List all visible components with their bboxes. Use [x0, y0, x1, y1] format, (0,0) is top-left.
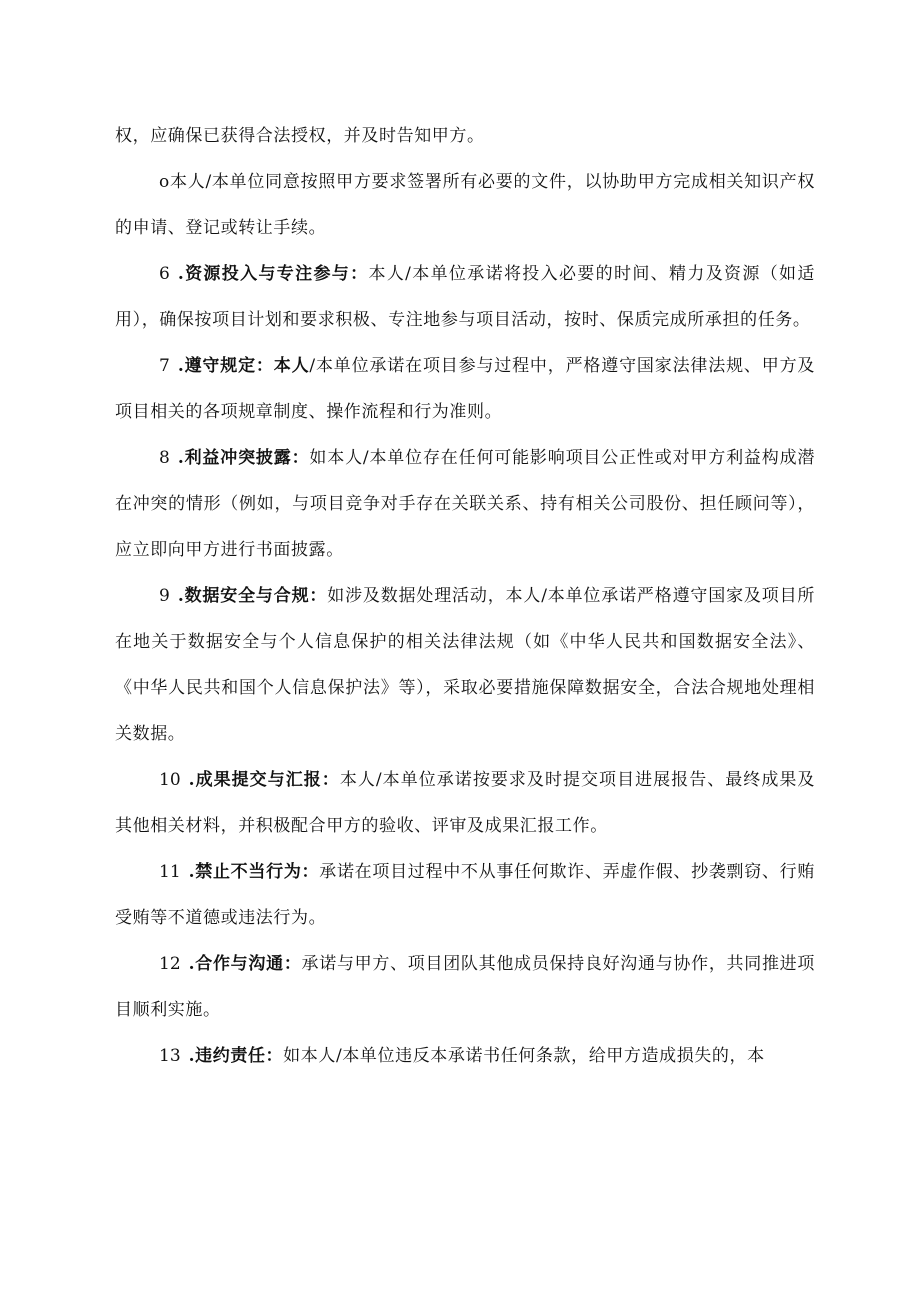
clause-number: 11 — [159, 862, 181, 882]
clause-7 — [115, 343, 815, 435]
clause-title: .资源投入与专注参与： — [177, 264, 369, 284]
paragraph-continuation — [115, 113, 815, 159]
clause-number: 13 — [159, 1046, 181, 1066]
clause-title: .数据安全与合规： — [177, 586, 328, 606]
clause-text: 如涉及数据处理活动，本人/本单位承诺严格遵守国家及项目所在地关于数据安全与个人信息保护的相关法律法规（如《中华人民共和国数据安全法》、《中华人民共和国个人信息保护法》等），采取必要措施保障数据安全，合法合规地处理相关数据。 — [115, 586, 815, 744]
document-body — [115, 113, 815, 1079]
clause-title: .合作与沟通： — [188, 954, 302, 974]
clause-number: 7 — [159, 356, 170, 376]
clause-text: /本单位承诺在项目参与过程中，严格遵守国家法律法规、甲方及项目相关的各项规章制度、操作流程和行为准则。 — [115, 356, 815, 422]
clause-title: .利益冲突披露： — [177, 448, 310, 468]
clause-number: 6 — [159, 264, 170, 284]
paragraph-text: o本人/本单位同意按照甲方要求签署所有必要的文件，以协助甲方完成相关知识产权的申请、登记或转让手续。 — [115, 172, 815, 238]
clause-9 — [115, 573, 815, 757]
clause-text: 本人/本单位承诺按要求及时提交项目进展报告、最终成果及其他相关材料，并积极配合甲方的验收、评审及成果汇报工作。 — [115, 770, 815, 836]
clause-number: 8 — [159, 448, 170, 468]
clause-number: 10 — [159, 770, 181, 790]
clause-title: .违约责任： — [188, 1046, 284, 1066]
clause-13 — [115, 1033, 815, 1079]
clause-6 — [115, 251, 815, 343]
clause-title: .成果提交与汇报： — [188, 770, 340, 790]
clause-text: 本人/本单位承诺将投入必要的时间、精力及资源（如适用），确保按项目计划和要求积极、专注地参与项目活动，按时、保质完成所承担的任务。 — [115, 264, 815, 330]
clause-11 — [115, 849, 815, 941]
clause-text: 如本人/本单位违反本承诺书任何条款，给甲方造成损失的，本 — [283, 1046, 765, 1066]
clause-number: 12 — [159, 954, 181, 974]
clause-text: 如本人/本单位存在任何可能影响项目公正性或对甲方利益构成潜在冲突的情形（例如，与项目竞争对手存在关联关系、持有相关公司股份、担任顾问等），应立即向甲方进行书面披露。 — [115, 448, 815, 560]
clause-text: 承诺在项目过程中不从事任何欺诈、弄虚作假、抄袭剽窃、行贿受贿等不道德或违法行为。 — [115, 862, 815, 928]
clause-title: .遵守规定：本人 — [177, 356, 310, 376]
clause-8 — [115, 435, 815, 573]
paragraph-ip-documents — [115, 159, 815, 251]
paragraph-text: 权，应确保已获得合法授权，并及时告知甲方。 — [115, 126, 485, 146]
clause-number: 9 — [159, 586, 170, 606]
clause-title: .禁止不当行为： — [188, 862, 320, 882]
clause-12 — [115, 941, 815, 1033]
clause-10 — [115, 757, 815, 849]
clause-text: 承诺与甲方、项目团队其他成员保持良好沟通与协作，共同推进项目顺利实施。 — [115, 954, 815, 1020]
